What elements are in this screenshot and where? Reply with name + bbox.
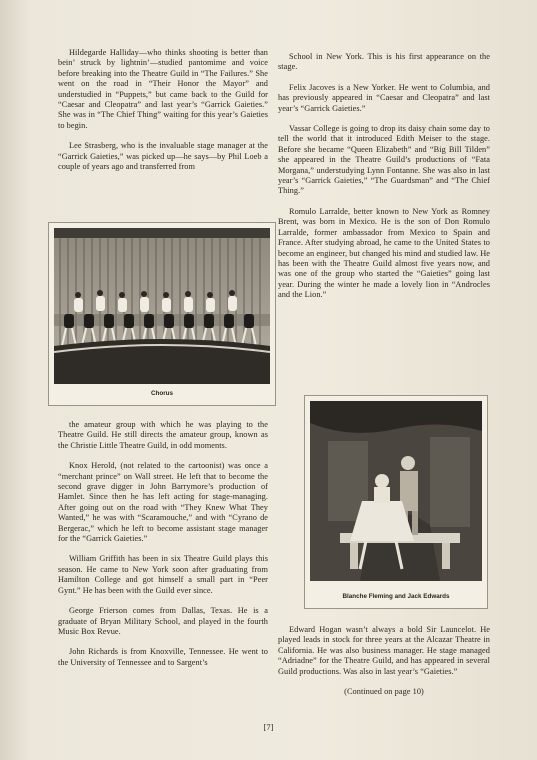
paragraph-halliday: Hildegarde Halliday—who thinks shooting is better than bein’ struck by lightnin’—studied pantomime and voice before breaking into the Theatre Guild in “The Failures.” She went on the road in “Their Honor the Mayor” and understudied in “Puppets,” but came back to the Guild for “Caesar and Cleopatra” and last year’s “Garrick Gaieties.” She was in “The Chief Thing” waiting for this year’s Gaieties to begin. bbox=[58, 48, 268, 130]
right-column-top bbox=[278, 52, 490, 311]
paragraph-larralde: Romulo Larralde, better known to New York as Romney Brent, was born in Mexico. He is the son of Don Romulo Larralde, former ambassador from Mexico to Spain and France. After studying abroad, he came to the United States to become an engineer, but changed his mind and studied law. He has been with the Theatre Guild almost five years now, and was one of the group who started the “Gaieties” going last year. During the winter he made a lovely lion in “Androcles and the Lion.” bbox=[278, 206, 490, 300]
pair-photo bbox=[310, 401, 482, 581]
paragraph-richards: John Richards is from Knoxville, Tennessee. He went to the University of Tennessee and to Sargent’s bbox=[58, 647, 268, 667]
paragraph-hogan: Edward Hogan wasn’t always a bold Sir Launcelot. He played leads in stock for three years at the Alcazar Theatre in California. He was also business manager. He stage managed “Adriadne” for the Theatre Guild, and has appeared in several Guild productions. Was also in last year’s “Gaieties.” bbox=[278, 625, 490, 676]
pair-photo-frame bbox=[304, 395, 488, 609]
page-number: [7] bbox=[263, 722, 274, 732]
chorus-caption: Chorus bbox=[150, 390, 174, 397]
paragraph-strasberg-cont: the amateur group with which he was playing to the Theatre Guild. He still directs the amateur group, known as the Christie Little Theatre Guild, in odd moments. bbox=[58, 420, 268, 450]
paragraph-strasberg: Lee Strasberg, who is the invaluable stage manager at the “Garrick Gaieties,” was picked up—he says—by Phil Loeb a couple of years ago and transferred from bbox=[58, 141, 268, 172]
continued-note: (Continued on page 10) bbox=[344, 687, 424, 697]
right-column-bottom bbox=[278, 625, 490, 707]
paragraph-frierson: George Frierson comes from Dallas, Texas. He is a graduate of Bryan Military School, and played in the fourth Music Box Revue. bbox=[58, 606, 268, 636]
left-column-top bbox=[58, 48, 268, 182]
pair-caption: Blanche Fleming and Jack Edwards bbox=[342, 593, 450, 600]
left-column-bottom bbox=[58, 420, 268, 678]
paragraph-herold: Knox Herold, (not related to the cartoonist) was once a “merchant prince” on Wall street. He left that to become the second grave digger in John Barrymore’s production of Hamlet. Since then he has left acting for stage-managing. After going out on the road with “They Knew What They Wanted,” he was with “Scaramouche,” and with “Cyrano de Bergerac,” which he left to become assistant stage manager for the “Garrick Gaieties.” bbox=[58, 461, 268, 544]
paragraph-richards-cont: School in New York. This is his first appearance on the stage. bbox=[278, 52, 490, 72]
paragraph-jacoves: Felix Jacoves is a New Yorker. He went to Columbia, and has previously appeared in “Caesar and Cleopatra” and last year’s “Garrick Gaieties.” bbox=[278, 82, 490, 113]
chorus-photo-frame bbox=[48, 222, 276, 406]
paragraph-meiser: Vassar College is going to drop its daisy chain some day to tell the world that it introduced Edith Meiser to the stage. Before she became “Queen Elizabeth” and “Big Bill Tilden” she appeared in the Theatre Guild’s productions of “Fata Morgana,” understudying Lynn Fontanne. She was also in last year’s “Garrick Gaieties,” “The Guardsman” and “The Chief Thing.” bbox=[278, 124, 490, 196]
paragraph-griffith: William Griffith has been in six Theatre Guild plays this season. He came to New York soon after graduating from Hamilton College and got himself a small part in “Peer Gynt.” He has been with the Guild ever since. bbox=[58, 554, 268, 595]
chorus-photo bbox=[54, 228, 270, 384]
